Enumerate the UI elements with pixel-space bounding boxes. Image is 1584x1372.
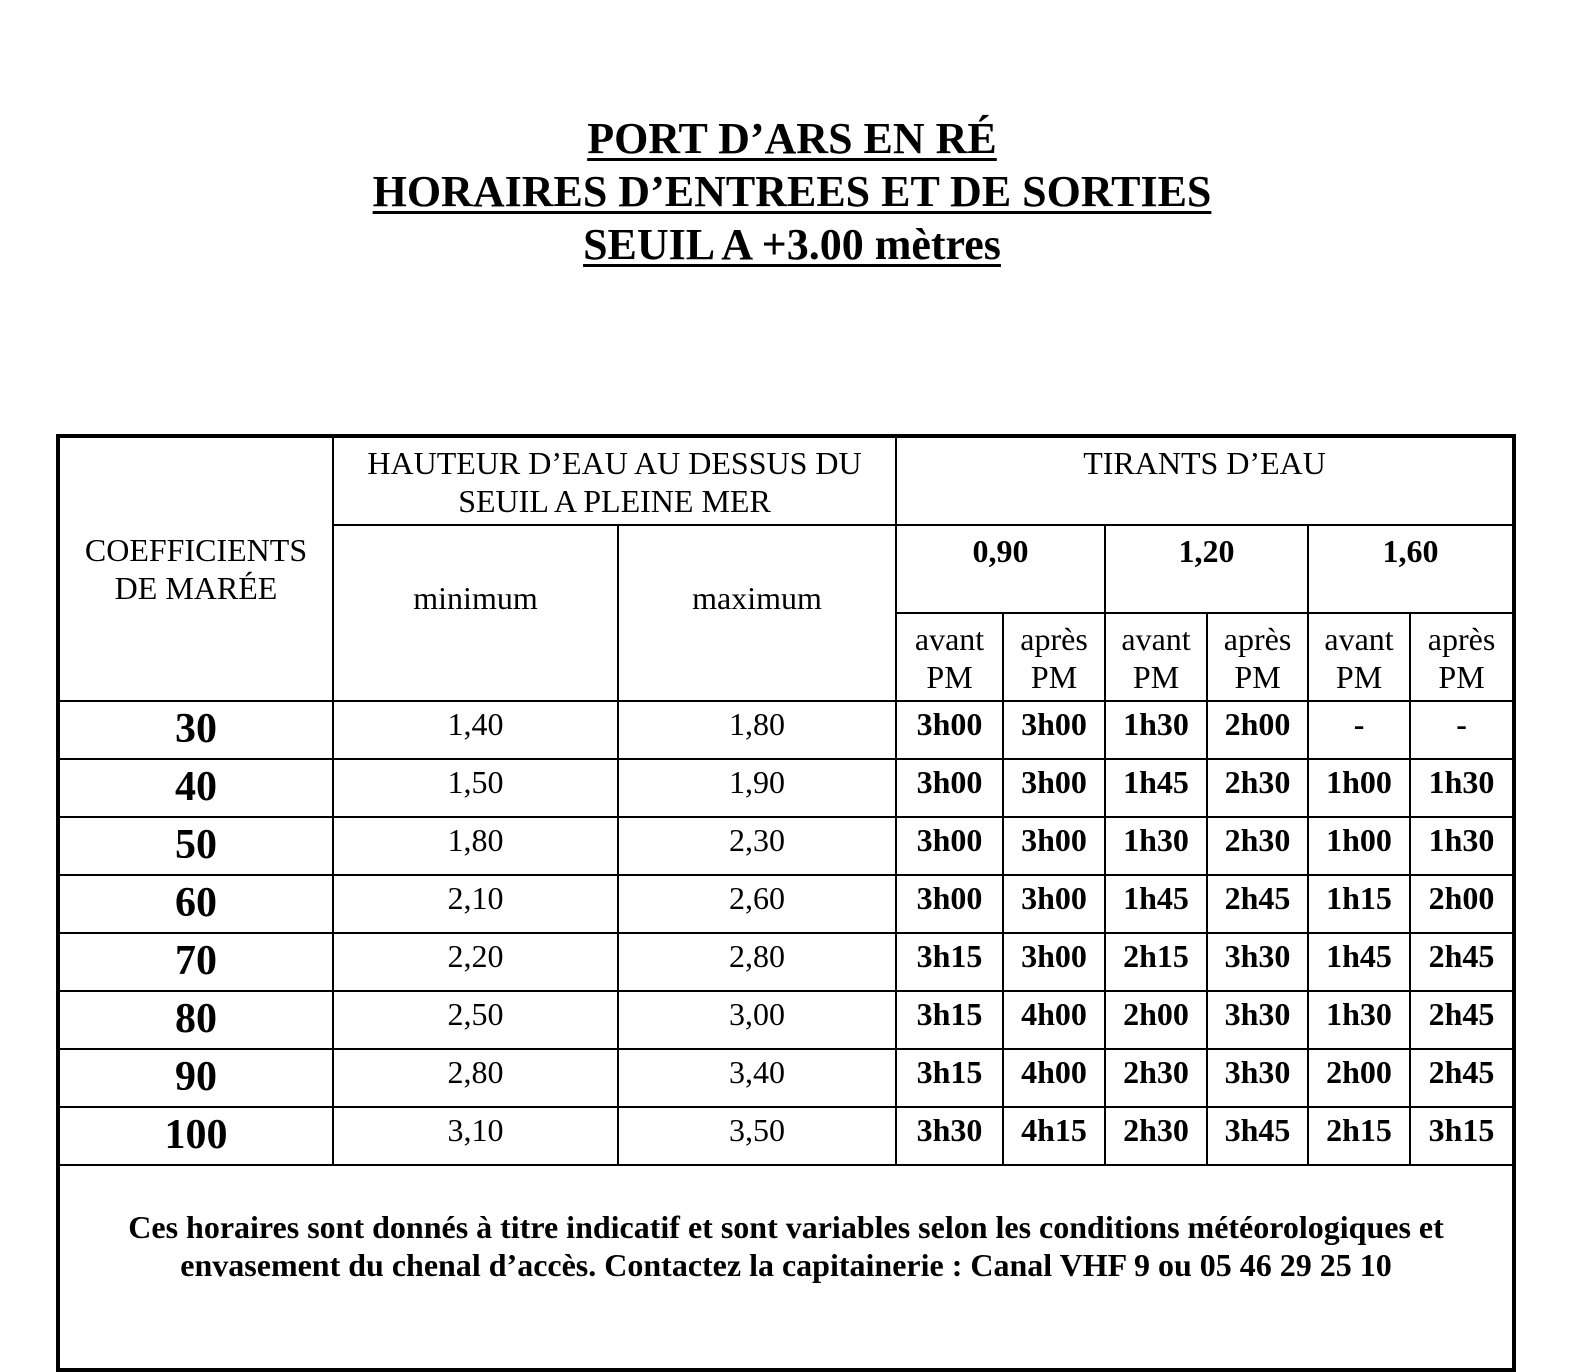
height-max-cell: 2,60 [618, 875, 896, 933]
height-min-cell: 2,10 [333, 875, 618, 933]
table-row [58, 933, 1514, 991]
time-cell: 2h30 [1105, 1107, 1207, 1165]
time-cell: 2h30 [1207, 759, 1308, 817]
time-cell: 2h45 [1207, 875, 1308, 933]
time-cell: 1h30 [1308, 991, 1410, 1049]
time-cell: 4h15 [1003, 1107, 1105, 1165]
height-max-cell: 2,30 [618, 817, 896, 875]
height-min-cell: 1,50 [333, 759, 618, 817]
time-cell: 2h00 [1105, 991, 1207, 1049]
time-cell: 3h15 [1410, 1107, 1514, 1165]
time-cell: 3h30 [1207, 991, 1308, 1049]
coefficient-cell: 80 [58, 991, 333, 1049]
time-cell: 1h45 [1105, 875, 1207, 933]
time-cell: 1h30 [1105, 817, 1207, 875]
header-apres-pm: après PM [1003, 613, 1105, 701]
tide-schedule-table [56, 434, 1516, 1372]
table-row [58, 875, 1514, 933]
header-draft-120: 1,20 [1105, 525, 1308, 613]
height-max-cell: 1,80 [618, 701, 896, 759]
time-cell: 3h30 [896, 1107, 1003, 1165]
time-cell: 1h15 [1308, 875, 1410, 933]
title-schedule: HORAIRES D’ENTREES ET DE SORTIES [372, 167, 1212, 216]
time-cell: 3h15 [896, 1049, 1003, 1107]
header-minimum: minimum [333, 525, 618, 701]
footer-row [58, 1165, 1514, 1370]
height-min-cell: 2,20 [333, 933, 618, 991]
time-cell: 3h00 [896, 701, 1003, 759]
height-min-cell: 3,10 [333, 1107, 618, 1165]
height-min-cell: 2,80 [333, 1049, 618, 1107]
time-cell: - [1308, 701, 1410, 759]
height-max-cell: 3,00 [618, 991, 896, 1049]
time-cell: 2h15 [1308, 1107, 1410, 1165]
time-cell: 2h45 [1410, 991, 1514, 1049]
header-water-height: HAUTEUR D’EAU AU DESSUS DU SEUIL A PLEINE MER [333, 436, 896, 525]
time-cell: 1h30 [1410, 759, 1514, 817]
coefficient-cell: 40 [58, 759, 333, 817]
footer-note: Ces horaires sont donnés à titre indicatif et sont variables selon les conditions météorologiques et envasement du chenal d’accès. Contactez la capitainerie : Canal VHF 9 ou 05 46 29 25 10 [58, 1165, 1514, 1370]
time-cell: 2h45 [1410, 1049, 1514, 1107]
table-row [58, 1049, 1514, 1107]
header-apres-pm: après PM [1410, 613, 1514, 701]
time-cell: - [1410, 701, 1514, 759]
time-cell: 3h00 [896, 817, 1003, 875]
time-cell: 3h00 [896, 759, 1003, 817]
header-avant-pm: avant PM [896, 613, 1003, 701]
time-cell: 4h00 [1003, 1049, 1105, 1107]
header-apres-pm: après PM [1207, 613, 1308, 701]
table-row [58, 1107, 1514, 1165]
time-cell: 1h00 [1308, 817, 1410, 875]
header-draft-090: 0,90 [896, 525, 1105, 613]
table-row [58, 817, 1514, 875]
time-cell: 3h15 [896, 991, 1003, 1049]
time-cell: 3h00 [1003, 875, 1105, 933]
coefficient-cell: 60 [58, 875, 333, 933]
time-cell: 2h45 [1410, 933, 1514, 991]
time-cell: 3h00 [1003, 817, 1105, 875]
time-cell: 3h00 [896, 875, 1003, 933]
header-coefficients: COEFFICIENTS DE MARÉE [58, 436, 333, 701]
time-cell: 3h15 [896, 933, 1003, 991]
time-cell: 2h15 [1105, 933, 1207, 991]
table-row [58, 701, 1514, 759]
height-min-cell: 1,80 [333, 817, 618, 875]
height-max-cell: 2,80 [618, 933, 896, 991]
height-min-cell: 2,50 [333, 991, 618, 1049]
time-cell: 1h00 [1308, 759, 1410, 817]
time-cell: 2h30 [1105, 1049, 1207, 1107]
table-row [58, 759, 1514, 817]
table-row [58, 991, 1514, 1049]
title-port: PORT D’ARS EN RÉ [587, 114, 997, 163]
time-cell: 4h00 [1003, 991, 1105, 1049]
time-cell: 3h00 [1003, 701, 1105, 759]
time-cell: 1h45 [1308, 933, 1410, 991]
header-draft-160: 1,60 [1308, 525, 1514, 613]
header-avant-pm: avant PM [1105, 613, 1207, 701]
coefficient-cell: 50 [58, 817, 333, 875]
time-cell: 3h30 [1207, 933, 1308, 991]
time-cell: 3h00 [1003, 933, 1105, 991]
time-cell: 3h30 [1207, 1049, 1308, 1107]
height-max-cell: 3,50 [618, 1107, 896, 1165]
coefficient-cell: 100 [58, 1107, 333, 1165]
title-sill: SEUIL A +3.00 mètres [583, 220, 1001, 269]
time-cell: 2h30 [1207, 817, 1308, 875]
time-cell: 1h45 [1105, 759, 1207, 817]
time-cell: 3h00 [1003, 759, 1105, 817]
time-cell: 1h30 [1105, 701, 1207, 759]
coefficient-cell: 30 [58, 701, 333, 759]
coefficient-cell: 90 [58, 1049, 333, 1107]
header-maximum: maximum [618, 525, 896, 701]
height-min-cell: 1,40 [333, 701, 618, 759]
height-max-cell: 3,40 [618, 1049, 896, 1107]
time-cell: 2h00 [1207, 701, 1308, 759]
coefficient-cell: 70 [58, 933, 333, 991]
time-cell: 2h00 [1308, 1049, 1410, 1107]
header-avant-pm: avant PM [1308, 613, 1410, 701]
header-drafts: TIRANTS D’EAU [896, 436, 1514, 525]
title-block [0, 112, 1584, 271]
time-cell: 3h45 [1207, 1107, 1308, 1165]
time-cell: 1h30 [1410, 817, 1514, 875]
height-max-cell: 1,90 [618, 759, 896, 817]
time-cell: 2h00 [1410, 875, 1514, 933]
